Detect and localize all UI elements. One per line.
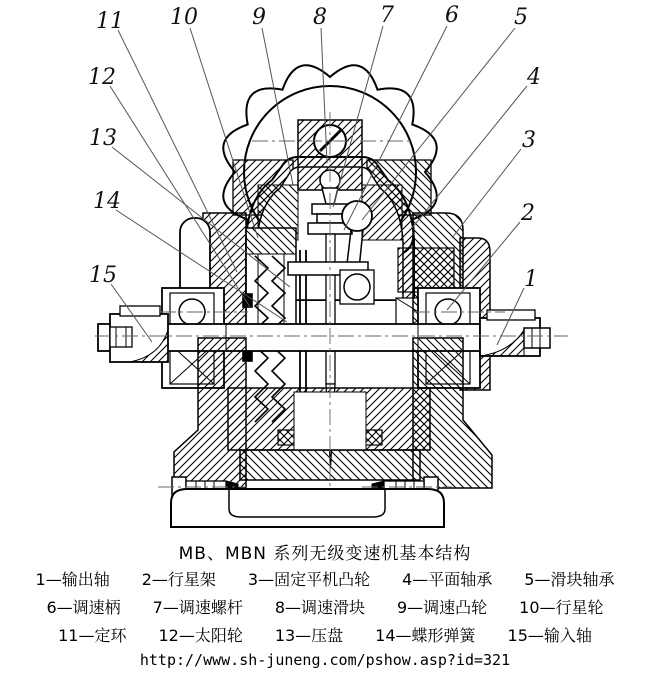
input-shaft-end: [110, 306, 168, 362]
callout-13: 13: [89, 126, 117, 151]
callout-11: 11: [96, 9, 124, 34]
source-url: http://www.sh-juneng.com/pshow.asp?id=321: [139, 651, 511, 669]
leader-3: [452, 149, 521, 238]
callout-5: 5: [514, 5, 528, 30]
callout-15: 15: [89, 263, 117, 288]
callout-4: 4: [527, 65, 541, 90]
base-plate: [171, 489, 444, 527]
callout-3: 3: [522, 128, 536, 153]
leader-11: [118, 30, 237, 272]
parts-legend-row-3: 11—定环 12—太阳轮 13—压盘 14—蝶形弹簧 15—输入轴: [58, 626, 592, 645]
callout-1: 1: [524, 267, 538, 292]
callout-6: 6: [445, 3, 459, 28]
callout-14: 14: [93, 189, 121, 214]
output-shaft-end: [480, 310, 550, 356]
parts-legend-row-1: 1—输出轴 2—行星架 3—固定平机凸轮 4—平面轴承 5—滑块轴承: [35, 570, 615, 589]
callout-9: 9: [252, 5, 266, 30]
callout-10: 10: [170, 5, 198, 30]
callout-2: 2: [521, 201, 535, 226]
callout-7: 7: [380, 3, 394, 28]
figure-title: MB、MBN 系列无级变速机基本结构: [178, 544, 472, 564]
screw-rod: [326, 234, 335, 384]
callout-8: 8: [313, 5, 327, 30]
parts-legend-row-2: 6—调速柄 7—调速螺杆 8—调速滑块 9—调速凸轮 10—行星轮: [46, 598, 604, 617]
slider-bearing-ball: [342, 201, 372, 231]
callout-12: 12: [88, 65, 116, 90]
